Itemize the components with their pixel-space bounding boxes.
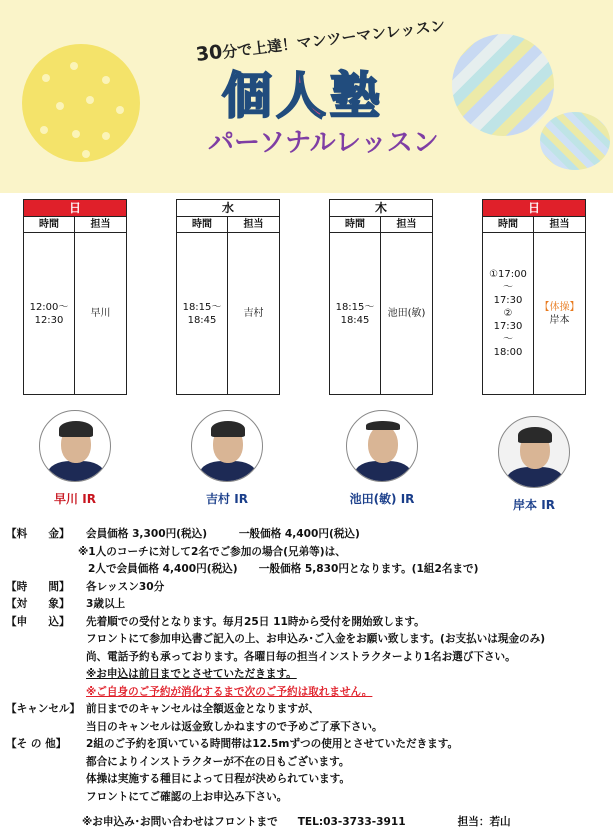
contact-note: ※お申込み･お問い合わせはフロントまで [82,816,278,828]
cancel-text-2: 当日のキャンセルは返金致しかねますので予めご了承下さい。 [86,720,383,733]
contact-phone: TEL:03-3733-3911 [297,816,406,828]
lesson-info [6,526,606,832]
instructor-name: 池田(敏) IR [349,492,415,506]
column-header-time: 時間 [330,217,381,232]
footer-contact [6,814,606,832]
instructor-card [15,410,135,507]
fee-note: ※1人のコーチに対して2名でご参加の場合(兄弟等)は、 [78,545,346,558]
striped-circle-decoration [452,34,554,136]
instructor-photo [39,410,111,482]
schedule-table-thursday [329,199,433,395]
target-label: 【対 象】 [6,598,70,610]
day-header: 木 [330,200,432,217]
lesson-staff: 池田(敏) [387,308,426,319]
time-label: 【時 間】 [6,580,70,593]
day-header: 日 [483,200,585,217]
column-header-time: 時間 [177,217,228,232]
other-label: 【そ の 他】 [6,738,67,750]
time-text: 各レッスン30分 [86,580,165,593]
target-text: 3歳以上 [86,598,126,610]
page-title: 個人塾 [222,67,384,125]
lesson-time: 18:15～ 18:45 [330,233,381,394]
column-header-time: 時間 [24,217,75,232]
schedule-table-wednesday [176,199,280,395]
instructor-photo [191,410,263,482]
other-text-4: フロントにてご確認の上お申込み下さい。 [86,790,288,803]
column-header-staff: 担当 [90,219,111,230]
fee-label: 【料 金】 [6,528,70,540]
lesson-staff: 岸本 [549,314,570,326]
lesson-staff: 吉村 [243,308,264,319]
lesson-time: 12:00～ 12:30 [24,233,75,394]
cancel-text-1: 前日までのキャンセルは全額返金となりますが、 [86,703,320,715]
fee-note-2: 2人で会員価格 4,400円(税込) 一般価格 5,830円となります。(1組2名まで) [88,563,479,575]
cancel-label: 【キャンセル】 [6,703,81,715]
apply-text-1: 先着順での受付となります。毎月25日 11時から受付を開始致します。 [86,615,425,628]
instructor-photo [346,410,418,482]
tagline: 30分で上達！マンツーマンレッスン [194,16,447,66]
schedule-table-sunday-1 [23,199,127,395]
lesson-kind-label: 【体操】 [539,301,580,313]
instructor-name: 吉村 IR [206,492,248,506]
other-text-2: 都合によりインストラクターが不在の日もございます。 [86,755,350,768]
fee-text: 会員価格 3,300円(税込) 一般価格 4,400円(税込) [86,528,360,540]
other-text-1: 2組のご予約を頂いている時間帯は12.5mずつの使用とさせていただきます。 [86,738,459,750]
day-header: 日 [24,200,126,217]
lesson-staff: 早川 [90,308,111,319]
lesson-time: 18:15～ 18:45 [177,233,228,394]
instructor-photo [498,416,570,488]
schedule-table-sunday-2 [482,199,586,395]
lesson-time: ①17:00 ～ 17:30 ② 17:30 ～ 18:00 [483,233,534,394]
lesson-staff-cell [534,233,585,394]
apply-text-2: フロントにて参加申込書ご記入の上、お申込み･ご入金をお願い致します。(お支払いは現金のみ) [86,633,546,645]
instructor-name: 岸本 IR [513,498,555,512]
column-header-staff: 担当 [549,219,570,230]
apply-warning: ※ご自身のご予約が消化するまで次のご予約は取れません。 [86,685,373,698]
yellow-dotted-circle-decoration [22,44,140,162]
other-text-3: 体操は実施する種目によって日程が決められています。 [86,773,350,785]
apply-text-4: ※お申込は前日までとさせていただきます。 [86,668,297,680]
instructor-name: 早川 IR [54,492,96,506]
column-header-staff: 担当 [396,219,417,230]
instructor-card [167,410,287,507]
apply-text-3: 尚、電話予約も承っております。各曜日毎の担当インストラクターより1名お選び下さい。 [86,650,516,663]
contact-staff: 担当：若山 [457,816,511,828]
page-subtitle: パーソナルレッスン [208,128,439,158]
column-header-staff: 担当 [243,219,264,230]
day-header: 水 [177,200,279,217]
instructor-card [322,410,442,507]
column-header-time: 時間 [483,217,534,232]
striped-circle-decoration-small [540,112,610,170]
apply-label: 【申 込】 [6,615,70,628]
instructor-card [474,416,594,513]
header-banner [0,0,613,193]
